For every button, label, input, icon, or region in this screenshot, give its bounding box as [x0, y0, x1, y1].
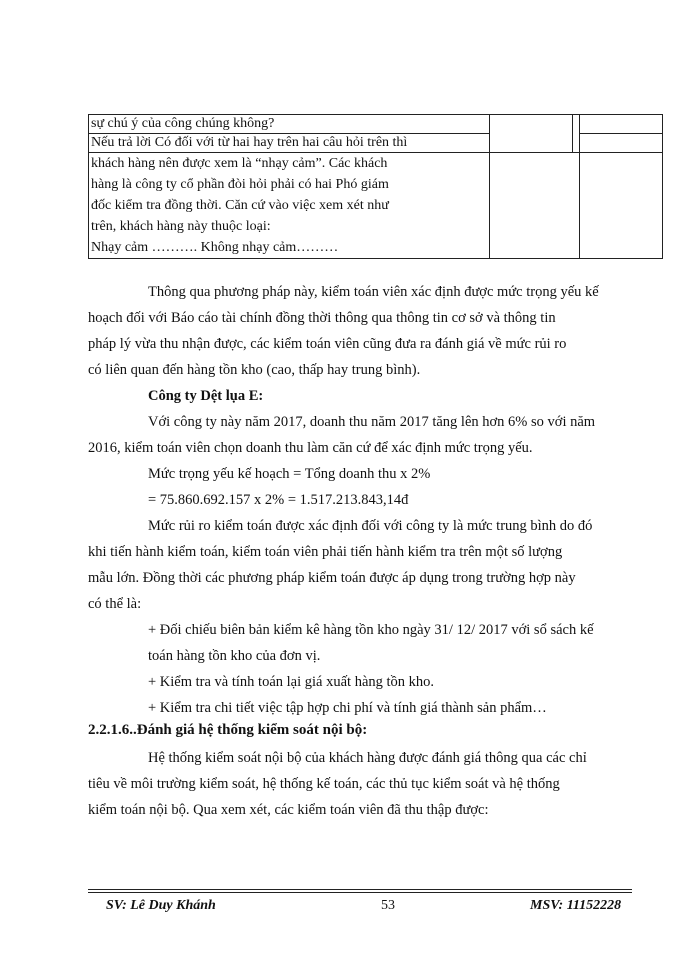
section-subtitle: Công ty Dệt lụa E: — [148, 388, 264, 404]
page-number: 53 — [381, 898, 395, 913]
paragraph-line: kiểm toán nội bộ. Qua xem xét, các kiểm toán viên đã thu thập được: — [88, 802, 489, 818]
footer-rule — [88, 892, 632, 893]
table-text: sự chú ý của công chúng không? — [91, 116, 275, 131]
table-cell — [490, 153, 580, 259]
paragraph-line: tiêu về môi trường kiểm soát, hệ thống kế toán, các thủ tục kiểm soát và hệ thống — [88, 776, 560, 792]
table-text: đốc kiểm tra đồng thời. Căn cứ vào việc xem xét như — [91, 198, 389, 213]
paragraph-line: có liên quan đến hàng tồn kho (cao, thấp hay trung bình). — [88, 362, 421, 378]
table-cell — [490, 115, 573, 134]
paragraph-line: khi tiến hành kiểm toán, kiểm toán viên phải tiến hành kiểm tra trên một số lượng — [88, 544, 563, 560]
footer-rule — [88, 889, 632, 890]
paragraph-line: Mức rủi ro kiểm toán được xác định đối với công ty là mức trung bình do đó — [148, 518, 593, 534]
table-text: trên, khách hàng này thuộc loại: — [91, 219, 271, 234]
paragraph-line: có thể là: — [88, 596, 142, 612]
table-cell — [573, 115, 580, 134]
questionnaire-table — [88, 114, 663, 259]
table-text: khách hàng nên được xem là “nhạy cảm”. Các khách — [91, 156, 388, 171]
bullet-line: + Đối chiếu biên bản kiểm kê hàng tồn kho ngày 31/ 12/ 2017 với sổ sách kế — [148, 622, 594, 638]
section-heading: 2.2.1.6..Đánh giá hệ thống kiểm soát nội bộ: — [88, 722, 368, 738]
table-text: Nhạy cảm ………. Không nhạy cảm……… — [91, 240, 339, 255]
paragraph-line: 2016, kiểm toán viên chọn doanh thu làm căn cứ để xác định mức trọng yếu. — [88, 440, 533, 456]
table-cell — [89, 153, 490, 259]
table-cell — [89, 115, 490, 134]
bullet-line: toán hàng tồn kho của đơn vị. — [148, 648, 321, 664]
formula-line: = 75.860.692.157 x 2% = 1.517.213.843,14đ — [148, 492, 409, 508]
footer-student: SV: Lê Duy Khánh — [106, 898, 216, 913]
bullet-line: + Kiểm tra và tính toán lại giá xuất hàng tồn kho. — [148, 674, 435, 690]
paragraph-line: Hệ thống kiểm soát nội bộ của khách hàng được đánh giá thông qua các chỉ — [148, 750, 587, 766]
paragraph-line: pháp lý vừa thu nhận được, các kiểm toán viên cũng đưa ra đánh giá về mức rủi ro — [88, 336, 567, 352]
formula-line: Mức trọng yếu kế hoạch = Tổng doanh thu x 2% — [148, 466, 431, 482]
paragraph-line: hoạch đối với Báo cáo tài chính đồng thời thông qua thông tin cơ sở và thông tin — [88, 310, 556, 326]
paragraph-line: mẫu lớn. Đồng thời các phương pháp kiểm toán được áp dụng trong trường hợp này — [88, 570, 576, 586]
table-cell — [89, 134, 490, 153]
footer-student-id: MSV: 11152228 — [530, 898, 622, 913]
paragraph-line: Thông qua phương pháp này, kiểm toán viên xác định được mức trọng yếu kế — [148, 284, 599, 300]
bullet-line: + Kiểm tra chi tiết việc tập hợp chi phí và tính giá thành sản phẩm… — [148, 700, 547, 716]
paragraph-line: Với công ty này năm 2017, doanh thu năm 2017 tăng lên hơn 6% so với năm — [148, 414, 596, 430]
table-cell — [573, 134, 580, 153]
table-text: Nếu trả lời Có đối với từ hai hay trên hai câu hỏi trên thì — [91, 135, 408, 150]
table-cell — [580, 153, 663, 259]
table-text: hàng là công ty cổ phần đòi hỏi phải có hai Phó giám — [91, 177, 389, 192]
table-cell — [490, 134, 573, 153]
table-cell — [580, 134, 663, 153]
table-cell — [580, 115, 663, 134]
